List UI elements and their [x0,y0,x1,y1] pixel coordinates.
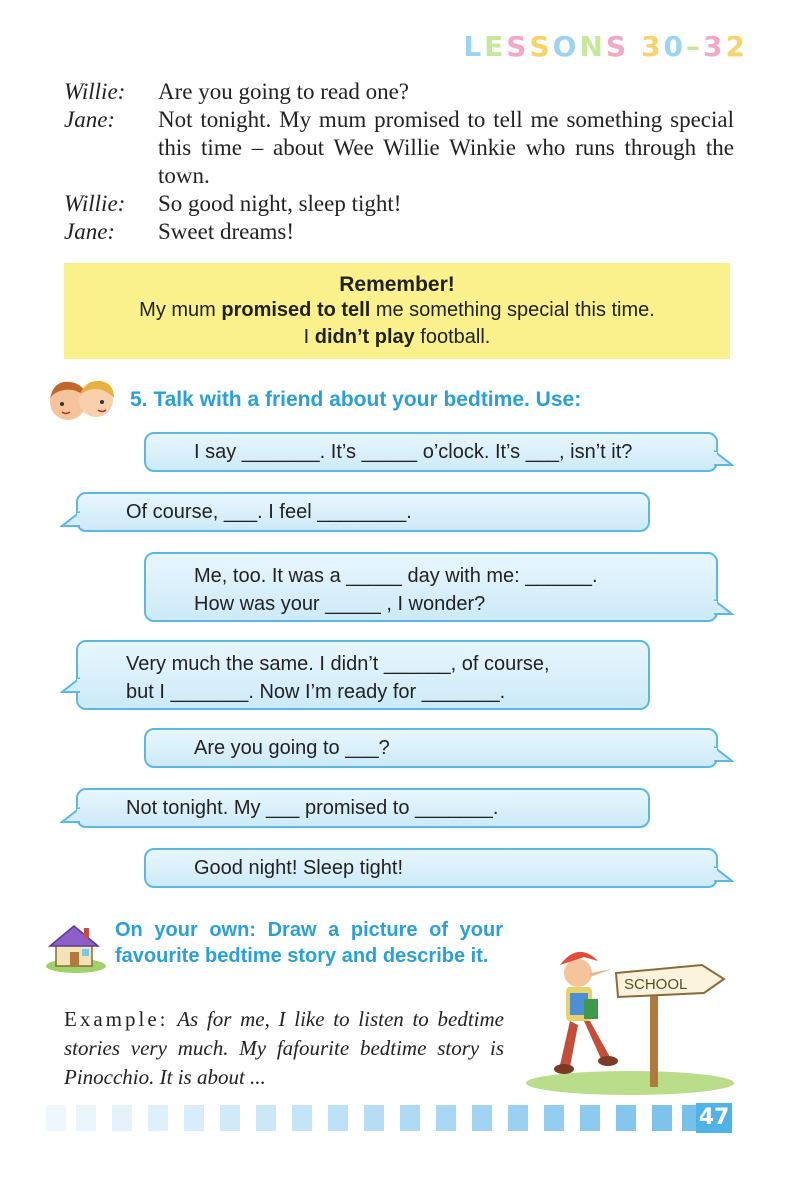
house-icon [42,920,108,974]
speech-text: Sweet dreams! [158,219,295,244]
header-letter: – [686,30,704,63]
bubble-text: Are you going to ___? [194,737,390,759]
dialogue-line [64,106,734,190]
lessons-header [463,30,748,63]
bubble-text: but I _______. Now I’m ready for _______. [126,681,506,703]
dialogue [64,78,734,246]
task-5-title: 5. Talk with a friend about your bedtime. Use: [130,388,582,411]
speaker-name: Jane: [64,107,116,132]
on-your-own-task: On your own: Draw a picture of your favourite bedtime story and describe it. [115,919,503,967]
header-letter: L [463,30,485,63]
bubble-text: Of course, ___. I feel ________. [126,501,412,523]
two-faces-icon [44,374,120,426]
bubble-tail-icon [714,745,734,765]
remember-box [64,263,730,359]
example-body: As for me, I like to listen to bedtime stories very much. My fafourite bedtime story is Pinocchio. It is about ... [64,1007,504,1089]
bubble-tail-icon [60,806,80,826]
speaker-name: Jane: [64,219,116,244]
dialogue-line [64,78,734,106]
speech-bubble [144,728,718,768]
school-sign-text: SCHOOL [624,976,688,993]
remember-title: Remember! [339,273,455,296]
speech-bubble [144,552,718,622]
example-label: Example: [64,1007,169,1031]
dialogue-line [64,190,734,218]
dialogue-line [64,218,734,246]
speech-bubble [76,788,650,828]
speech-bubble [76,492,650,532]
header-letter: S [605,30,630,63]
speech-text: So good night, sleep tight! [158,191,402,216]
header-letter: E [484,30,507,63]
pinocchio-illustration [520,935,736,1095]
speaker-name: Willie: [64,79,126,104]
bubble-text: How was your _____ , I wonder? [194,593,486,615]
bubble-text: Me, too. It was a _____ day with me: ______. [194,565,598,587]
example-text [64,1005,504,1092]
bubble-tail-icon [714,449,734,469]
header-letter: N [579,30,606,63]
remember-line-1: My mum promised to tell me something special this time. [139,299,655,321]
page-number: 47 [696,1103,732,1133]
header-letter: S [529,30,553,63]
footer-decoration [46,1105,706,1131]
bubble-text: Very much the same. I didn’t ______, of course, [126,653,550,675]
speech-bubble [144,848,718,888]
bubble-tail-icon [714,598,734,618]
header-letter: 3 [703,30,726,63]
speech-bubble [144,432,718,472]
speech-text: Not tonight. My mum promised to tell me something special this time – about Wee Willie Winkie who runs through the town. [158,107,734,188]
remember-line-2: I didn’t play football. [303,326,491,348]
header-letter: 3 [641,30,664,63]
speaker-name: Willie: [64,191,126,216]
bubble-tail-icon [714,865,734,885]
speech-bubble [76,640,650,710]
bubble-tail-icon [60,510,80,530]
bubble-text: I say _______. It’s _____ o’clock. It’s ___, isn’t it? [194,441,633,463]
header-letter: O [552,30,580,63]
header-letter: 0 [663,30,687,63]
bubble-text: Good night! Sleep tight! [194,857,404,879]
header-letter: 2 [725,30,748,63]
bubble-text-block [194,562,598,618]
bubble-text-block [126,650,550,706]
bubble-tail-icon [60,676,80,696]
header-letter: S [506,30,530,63]
speech-text: Are you going to read one? [158,79,410,104]
bubble-text: Not tonight. My ___ promised to _______. [126,797,499,819]
